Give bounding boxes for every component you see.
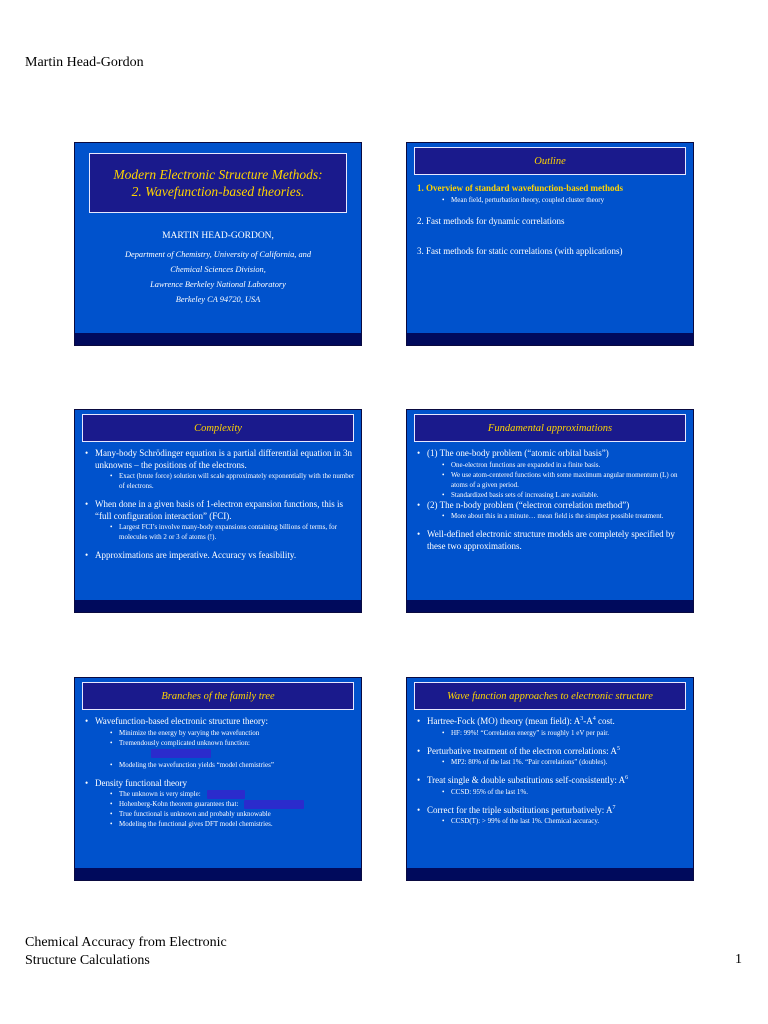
superscript: 4	[592, 716, 596, 722]
sub-bullet: • More about this in a minute… mean field is the simplest possible treatment.	[417, 511, 687, 521]
affiliation	[75, 247, 361, 307]
slide-title	[74, 142, 362, 346]
superscript: 5	[616, 745, 620, 752]
bullet	[417, 775, 687, 787]
density-formula-image	[207, 790, 245, 799]
page-footer	[25, 934, 227, 970]
sub-bullet: • Modeling the functional gives DFT model chemistries.	[85, 819, 355, 829]
outline-item-1: 1. Overview of standard wavefunction-based methods	[417, 183, 623, 193]
bullet: • Approximations are imperative. Accuracy vs feasibility.	[85, 550, 355, 562]
sub-bullet: • One-electron functions are expanded in a finite basis.	[417, 460, 687, 470]
bullet-text: Hartree-Fock (MO) theory (mean field): A	[427, 716, 581, 726]
author-name: MARTIN HEAD-GORDON,	[162, 231, 274, 241]
bullet-text: Treat single & double substitutions self-consistently: A	[427, 775, 626, 785]
bullet: • Density functional theory	[85, 778, 355, 790]
slide-title-box: Complexity	[82, 414, 354, 442]
sub-bullet: • Minimize the energy by varying the wavefunction	[85, 728, 355, 738]
sub-bullet: • We use atom-centered functions with some maximum angular momentum (L) on atoms of a given period.	[417, 470, 687, 490]
bullet: • Well-defined electronic structure models are completely specified by these two approximations.	[417, 529, 687, 552]
outline-subitem: • Mean field, perturbation theory, coupled cluster theory	[417, 195, 689, 205]
bullet	[417, 805, 687, 817]
superscript: 6	[625, 775, 629, 781]
title-line-2: 2. Wavefunction-based theories.	[131, 184, 305, 199]
slide-wavefunction-approaches	[406, 677, 694, 881]
slide-fundamental-approximations	[406, 409, 694, 613]
sub-bullet: • MP2: 80% of the last 1%. “Pair correlations” (doubles).	[417, 757, 687, 767]
sub-bullet-text: The unknown is very simple:	[119, 790, 201, 798]
hk-formula-image	[244, 800, 304, 809]
bullet-text: Correct for the triple substitutions perturbatively: A	[427, 804, 613, 815]
sub-bullet: • Exact (brute force) solution will scale approximately exponentially with the number of electrons.	[85, 471, 355, 491]
superscript: 3	[580, 716, 584, 722]
bullet-text: Perturbative treatment of the electron correlations: A	[427, 745, 617, 756]
outline-item-2: 2. Fast methods for dynamic correlations	[417, 215, 565, 226]
sub-bullet	[85, 789, 355, 799]
affiliation-line: Department of Chemistry, University of California, and	[124, 250, 312, 259]
slide-body	[417, 716, 687, 826]
sub-bullet: • Modeling the wavefunction yields “model chemistries”	[85, 760, 355, 770]
slide-title-box	[89, 153, 347, 213]
sub-bullet: • CCSD: 95% of the last 1%.	[417, 787, 687, 797]
slide-branches	[74, 677, 362, 881]
bullet	[417, 716, 687, 728]
superscript: 7	[612, 804, 616, 811]
slide-title-box: Fundamental approximations	[414, 414, 686, 442]
slide-complexity	[74, 409, 362, 613]
affiliation-line: Lawrence Berkeley National Laboratory	[150, 280, 286, 289]
wavefunction-formula	[85, 748, 355, 760]
bullet-text: -A	[583, 716, 593, 726]
slide-body	[85, 716, 355, 829]
slide-outline	[406, 142, 694, 346]
footer-line-2: Structure Calculations	[25, 953, 150, 968]
sub-bullet: • Tremendously complicated unknown function:	[85, 738, 355, 748]
slide-body	[417, 448, 687, 552]
affiliation-line: Berkeley CA 94720, USA	[175, 295, 261, 304]
outline-list	[417, 183, 689, 258]
bullet: • (2) The n-body problem (“electron correlation method”)	[417, 500, 687, 512]
sub-bullet: • HF: 99%! “Correlation energy” is roughly 1 eV per pair.	[417, 728, 687, 738]
sub-bullet-text: Hohenberg-Kohn theorem guarantees that:	[119, 800, 239, 808]
sub-bullet: • CCSD(T): > 99% of the last 1%. Chemical accuracy.	[417, 816, 687, 826]
sub-bullet	[85, 799, 355, 809]
bullet: • Many-body Schrödinger equation is a partial differential equation in 3n unknowns – the positions of the electrons.	[85, 448, 355, 471]
page-number: 1	[735, 952, 742, 967]
bullet	[417, 746, 687, 758]
bullet: • (1) The one-body problem (“atomic orbital basis”)	[417, 448, 687, 460]
bullet: • Wavefunction-based electronic structure theory:	[85, 716, 355, 728]
bullet: • When done in a given basis of 1-electron expansion functions, this is “full configuration interaction” (FCI).	[85, 499, 355, 522]
page-header: Martin Head-Gordon	[25, 55, 144, 70]
sub-bullet: • Standardized basis sets of increasing L are available.	[417, 490, 687, 500]
sub-bullet: • True functional is unknown and probably unknowable	[85, 809, 355, 819]
footer-line-1: Chemical Accuracy from Electronic	[25, 935, 227, 950]
formula-image	[151, 749, 211, 758]
slide-title-box: Branches of the family tree	[82, 682, 354, 710]
slide-title-box: Wave function approaches to electronic structure	[414, 682, 686, 710]
outline-item-3: 3. Fast methods for static correlations (with applications)	[417, 246, 623, 256]
affiliation-line: Chemical Sciences Division,	[170, 265, 266, 274]
slide-title-box: Outline	[414, 147, 686, 175]
title-line-1: Modern Electronic Structure Methods:	[113, 167, 323, 182]
bullet-text: cost.	[595, 716, 615, 726]
slide-body	[85, 448, 355, 562]
sub-bullet: • Largest FCI’s involve many-body expansions containing billions of terms, for molecules with 2 or 3 of atoms (!).	[85, 522, 355, 542]
